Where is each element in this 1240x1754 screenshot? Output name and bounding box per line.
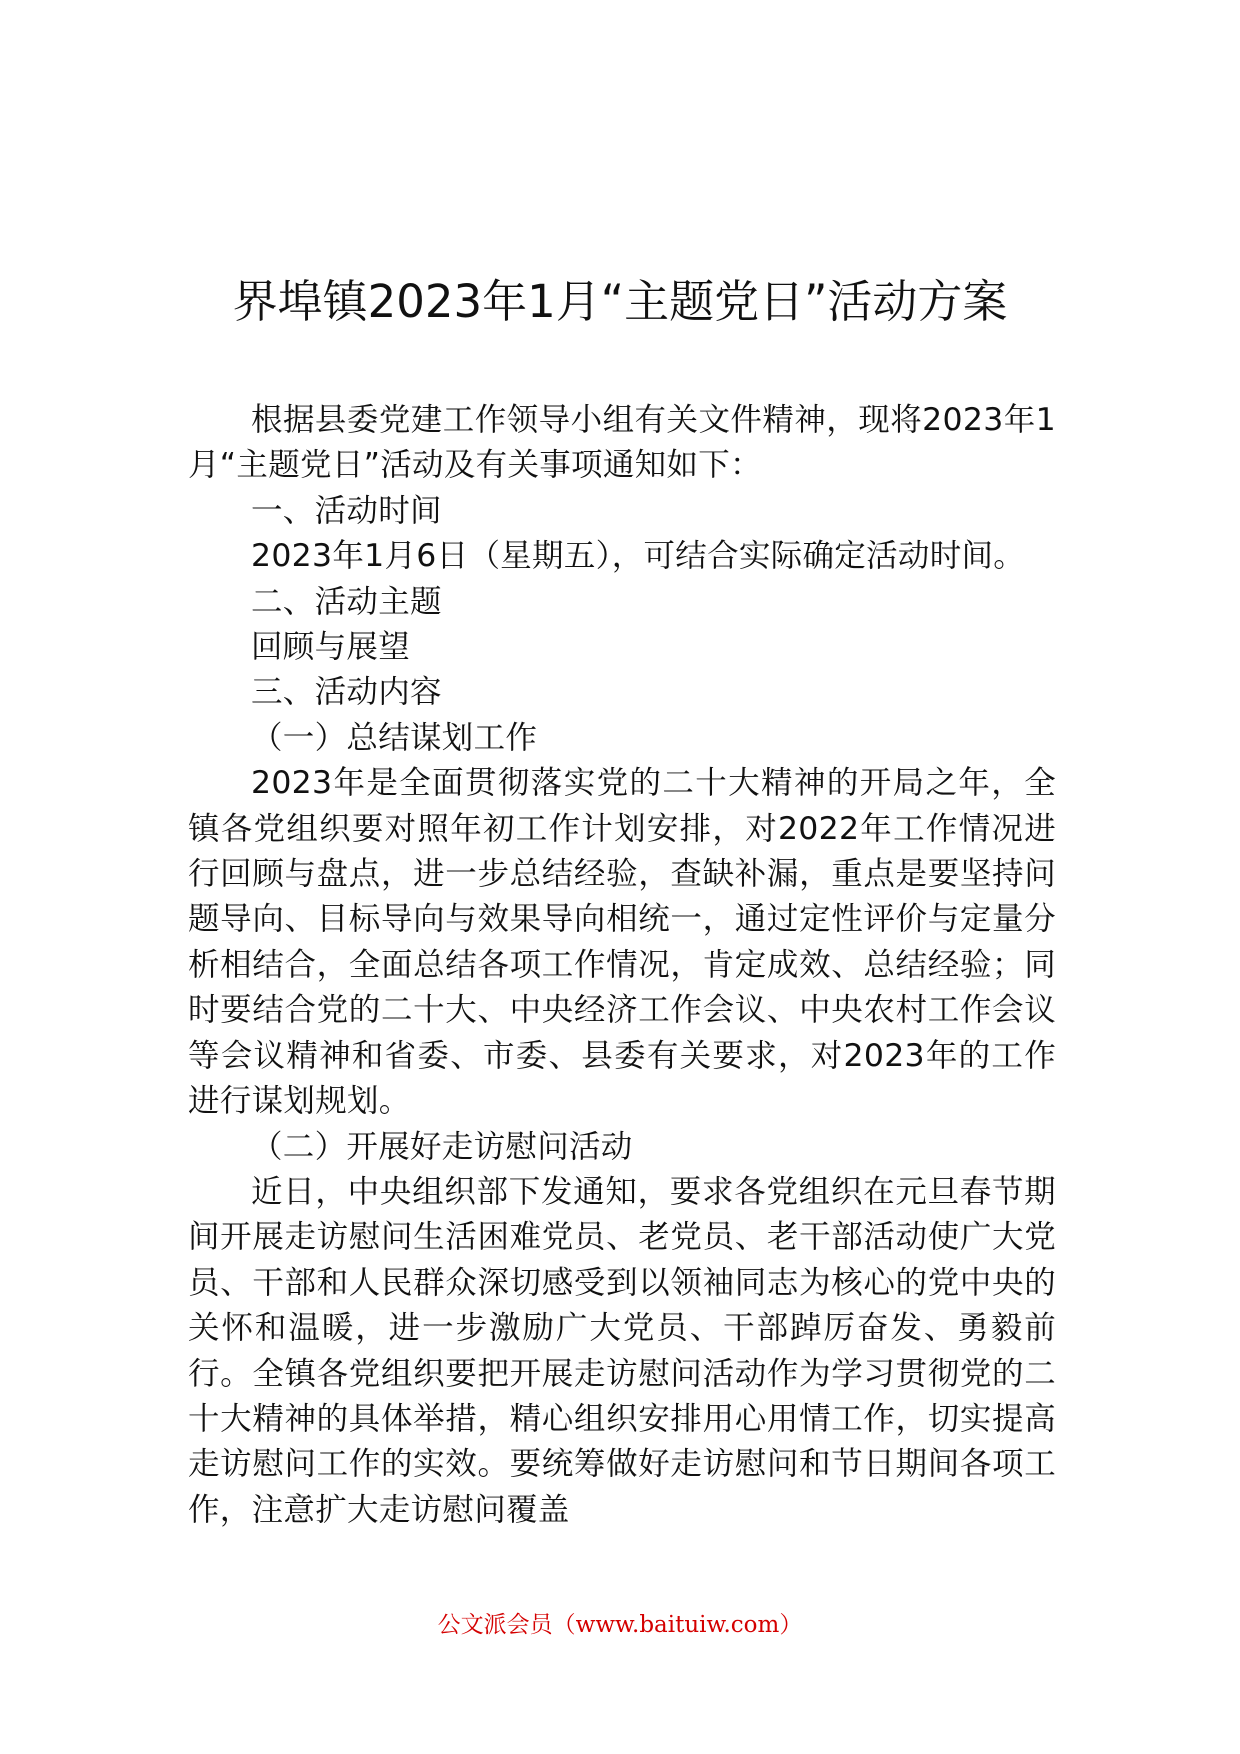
theme-paragraph: 回顾与展望 xyxy=(251,629,411,666)
section-heading-time: 一、活动时间 xyxy=(251,492,442,529)
subheading-visits: （二）开展好走访慰问活动 xyxy=(251,1128,633,1165)
section-heading-content: 三、活动内容 xyxy=(251,674,442,711)
section-heading-theme: 二、活动主题 xyxy=(251,583,442,620)
footer-watermark-link[interactable]: 公文派会员（www.baituiw.com） xyxy=(437,1612,803,1638)
document-title: 界埠镇2023年1月“主题党日”活动方案 xyxy=(232,275,1008,328)
subheading-summary: （一）总结谋划工作 xyxy=(251,719,538,756)
summary-paragraph: 2023年是全面贯彻落实党的二十大精神的开局之年，全镇各党组织要对照年初工作计划安排，对2022年工作情况进行回顾与盘点，进一步总结经验，查缺补漏，重点是要坚持问题导向、目标导向与效果导向相统一，通过定性评价与定量分析相结合，全面总结各项工作情况，肯定成效、总结经验；同时要结合党的二十大、中央经济工作会议、中央农村工作会议等会议精神和省委、市委、县委有关要求，对2023年的工作进行谋划规划。 xyxy=(188,765,1056,1120)
intro-paragraph: 根据县委党建工作领导小组有关文件精神，现将2023年1月“主题党日”活动及有关事项通知如下： xyxy=(188,402,1056,484)
visits-paragraph: 近日，中央组织部下发通知，要求各党组织在元旦春节期间开展走访慰问生活困难党员、老党员、老干部活动使广大党员、干部和人民群众深切感受到以领袖同志为核心的党中央的关怀和温暖，进一步激励广大党员、干部踔厉奋发、勇毅前行。全镇各党组织要把开展走访慰问活动作为学习贯彻党的二十大精神的具体举措，精心组织安排用心用情工作，切实提高走访慰问工作的实效。要统筹做好走访慰问和节日期间各项工作，注意扩大走访慰问覆盖 xyxy=(188,1173,1056,1528)
time-paragraph: 2023年1月6日（星期五），可结合实际确定活动时间。 xyxy=(251,538,1026,575)
document-body xyxy=(188,398,1056,1533)
